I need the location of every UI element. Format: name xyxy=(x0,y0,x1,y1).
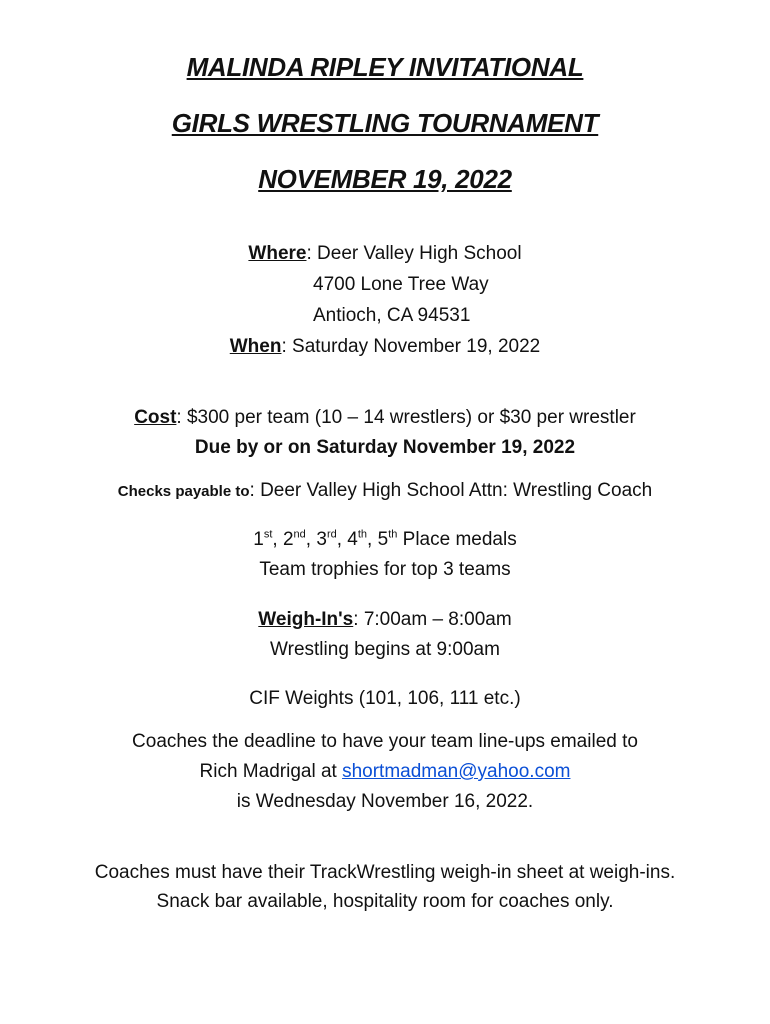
deadline-line3: is Wednesday November 16, 2022. xyxy=(236,791,534,812)
where-line xyxy=(0,243,770,265)
title-tournament: GIRLS WRESTLING TOURNAMENT xyxy=(171,108,599,138)
when-label: When xyxy=(229,336,282,357)
checks-value: Deer Valley High School Attn: Wrestling Coach xyxy=(260,480,653,501)
title-event-name: MALINDA RIPLEY INVITATIONAL xyxy=(186,52,584,82)
where-city: Antioch, CA 94531 xyxy=(313,305,471,326)
where-street: 4700 Lone Tree Way xyxy=(313,274,489,295)
deadline-line1: Coaches the deadline to have your team line-ups emailed to xyxy=(132,731,638,752)
medals-line: 1st, 2nd, 3rd, 4th, 5th Place medals xyxy=(253,528,517,550)
deadline-line2: Rich Madrigal at shortmadman@yahoo.com xyxy=(199,761,571,782)
title-date: NOVEMBER 19, 2022 xyxy=(258,164,512,194)
trophies-line: Team trophies for top 3 teams xyxy=(259,559,511,580)
weighin-value: 7:00am – 8:00am xyxy=(363,609,512,630)
where-label: Where xyxy=(248,243,307,264)
cost-value: $300 per team (10 – 14 wrestlers) or $30 per wrestler xyxy=(186,407,636,428)
medals-text: Place medals xyxy=(402,529,517,550)
when-value: Saturday November 19, 2022 xyxy=(292,336,541,357)
weighin-line: Weigh-In's: 7:00am – 8:00am xyxy=(258,609,512,630)
cif-weights: CIF Weights (101, 106, 111 etc.) xyxy=(249,688,521,709)
checks-label: Checks payable to xyxy=(117,483,250,500)
cost-line: Cost: $300 per team (10 – 14 wrestlers) or $30 per wrestler xyxy=(134,407,636,428)
where-colon: : xyxy=(306,243,318,264)
weighin-label: Weigh-In's xyxy=(258,609,354,630)
where-venue: Deer Valley High School xyxy=(317,243,522,264)
cost-due: Due by or on Saturday November 19, 2022 xyxy=(194,437,576,458)
when-line: When: Saturday November 19, 2022 xyxy=(229,336,541,357)
email-link[interactable]: shortmadman@yahoo.com xyxy=(342,761,571,782)
wrestling-begins: Wrestling begins at 9:00am xyxy=(270,639,500,660)
notes-line2: Snack bar available, hospitality room for coaches only. xyxy=(156,891,614,912)
checks-line: Checks payable to: Deer Valley High School Attn: Wrestling Coach xyxy=(117,480,653,501)
cost-label: Cost xyxy=(134,407,177,428)
notes-line1: Coaches must have their TrackWrestling weigh-in sheet at weigh-ins. xyxy=(94,862,676,883)
